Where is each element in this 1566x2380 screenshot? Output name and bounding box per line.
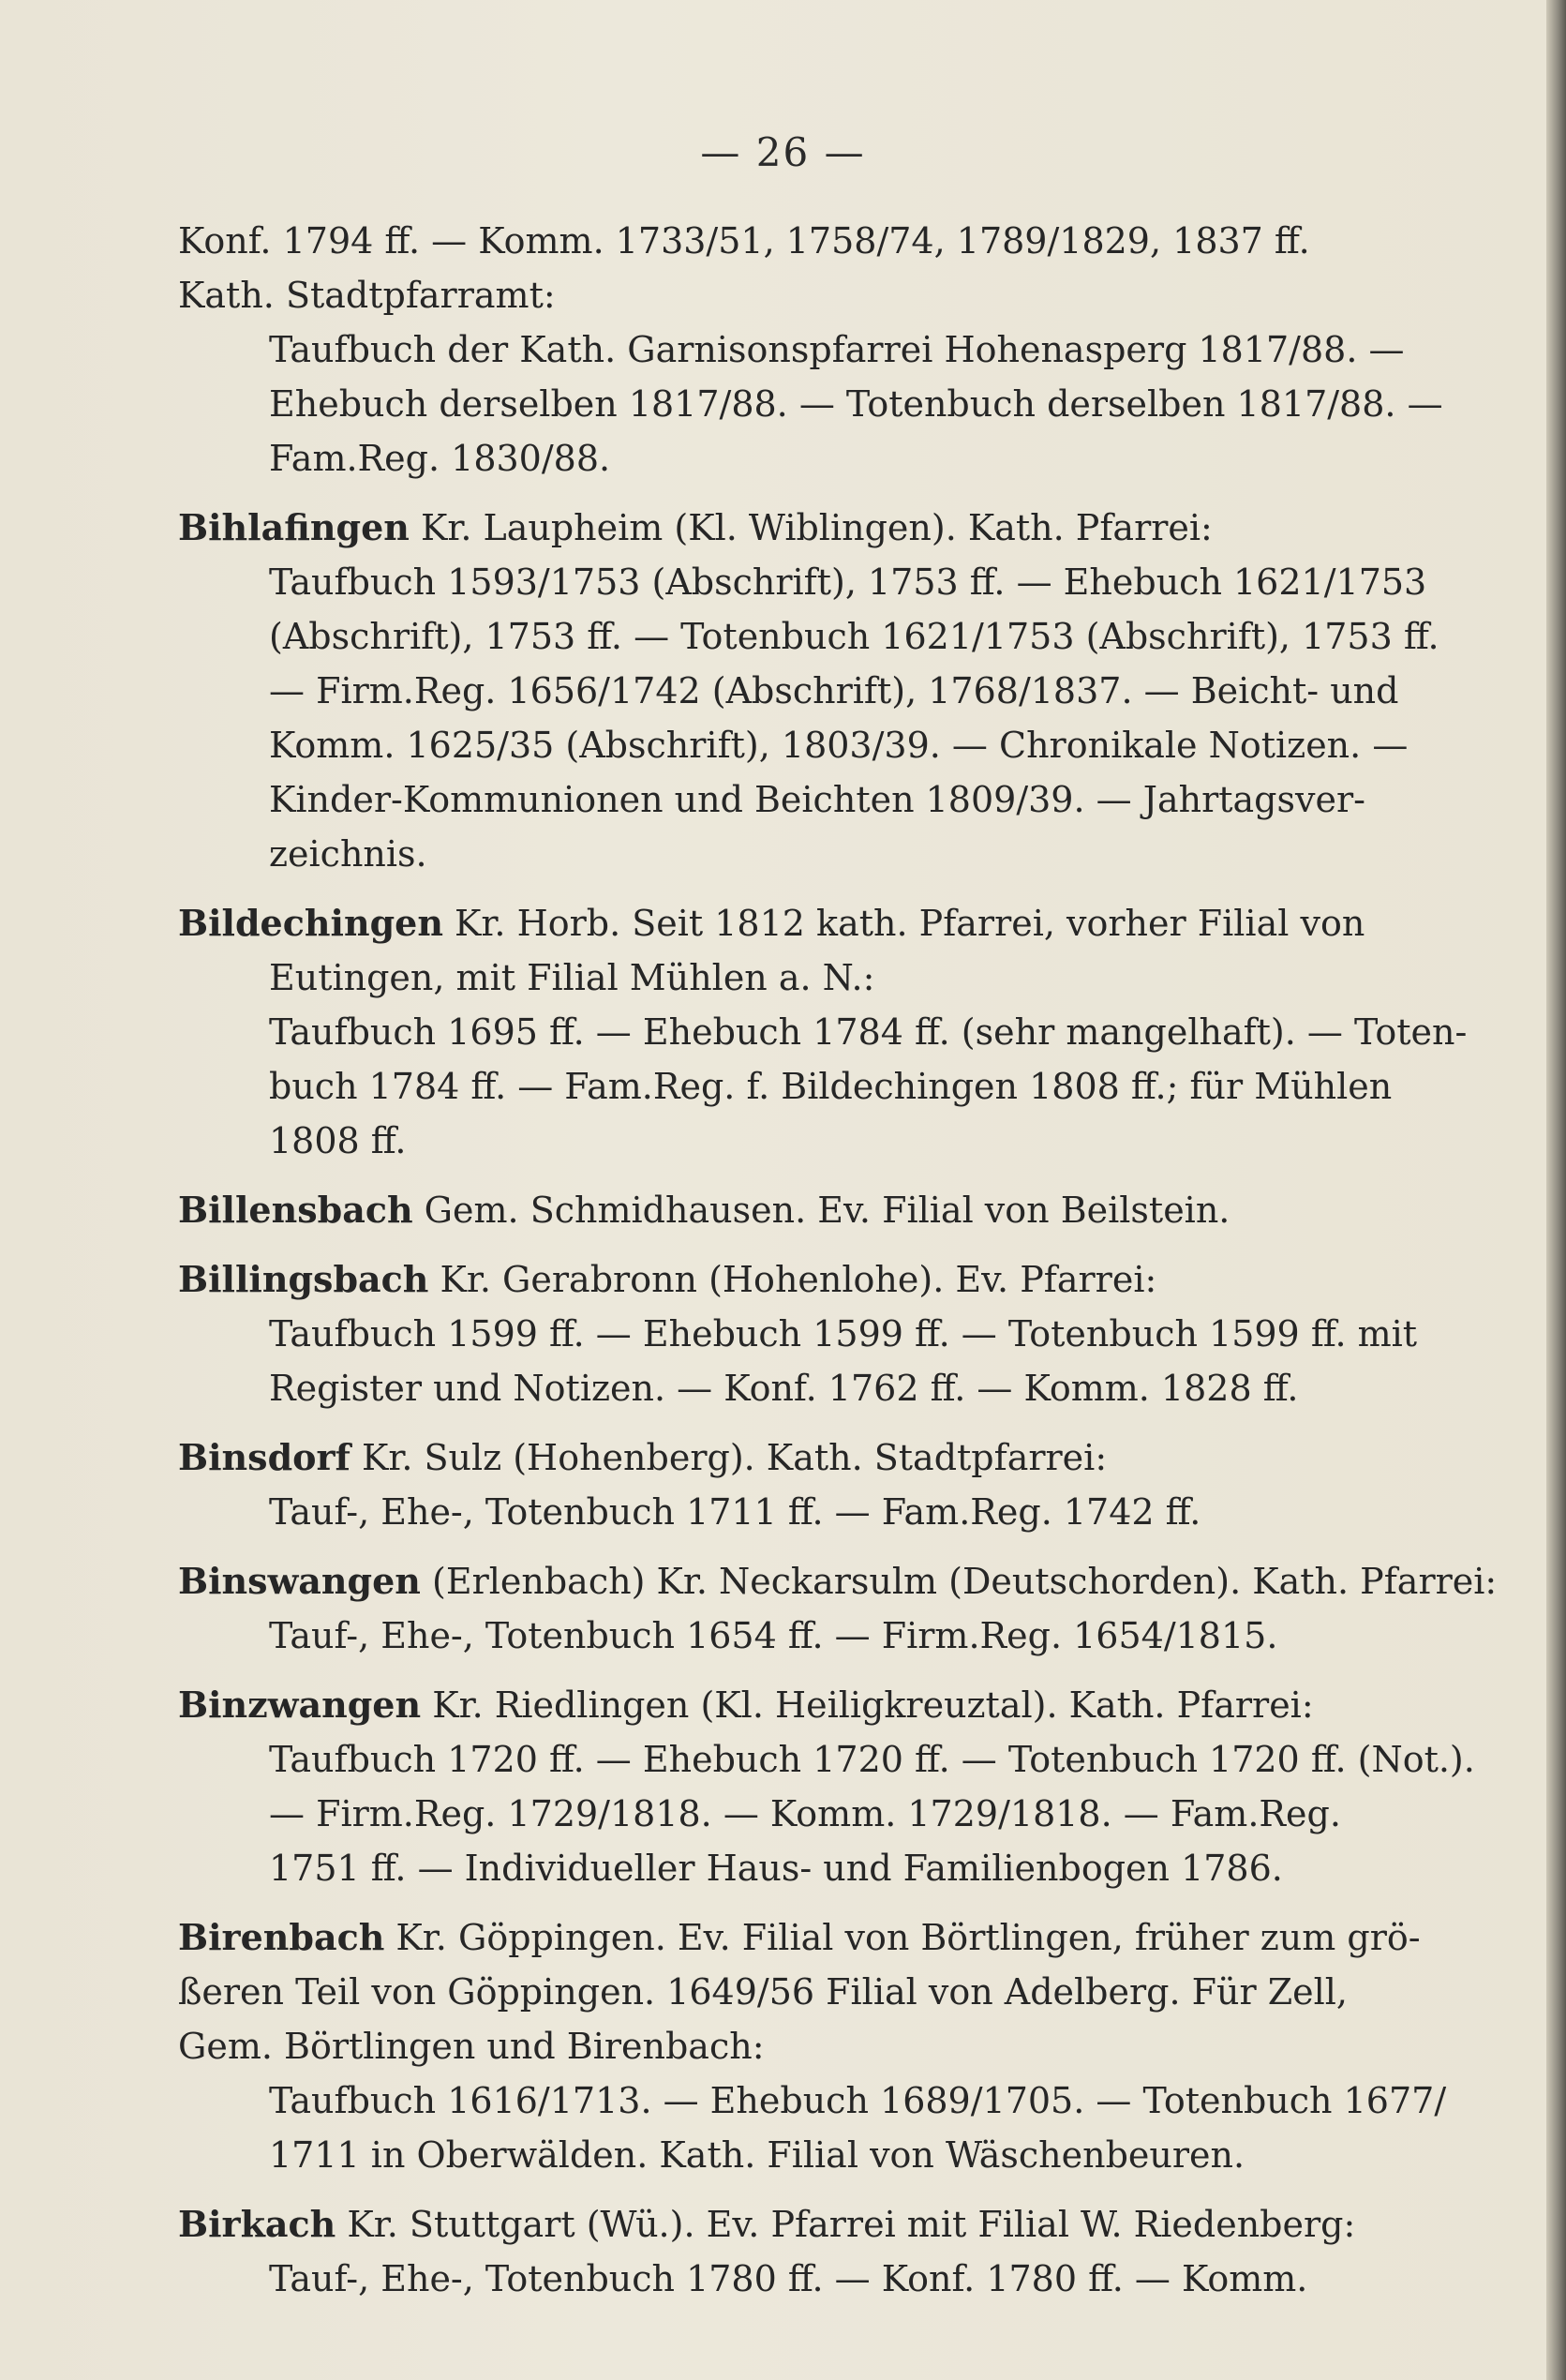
entry-line [178,1183,1415,1237]
entry-text: Tauf-, Ehe-, Totenbuch 1711 ff. — Fam.Reg. 1742 ff. [269,1491,1201,1533]
entry-text: Ehebuch derselben 1817/88. — Totenbuch derselben 1817/88. — [269,383,1443,425]
entry-text: Kr. Göppingen. Ev. Filial von Börtlingen, früher zum grö- [384,1917,1421,1958]
entry-text: 1711 in Oberwälden. Kath. Filial von Wäschenbeuren. [269,2134,1245,2176]
page-edge [1546,0,1566,2380]
entry-text: Kr. Laupheim (Kl. Wiblingen). Kath. Pfarrei: [409,507,1213,548]
place-name: Binsdorf [178,1436,350,1478]
register-entry [178,1183,1415,1237]
entry-line [178,2197,1415,2252]
entry-text: Tauf-, Ehe-, Totenbuch 1780 ff. — Konf. 1780 ff. — Komm. [269,2258,1308,2299]
register-text [178,214,1498,2306]
entry-line [178,268,1415,322]
entry-text: Kr. Sulz (Hohenberg). Kath. Stadtpfarrei: [350,1437,1108,1478]
entry-text: 1808 ff. [269,1120,407,1161]
register-entry [178,1430,1415,1539]
entry-text: Kinder-Kommunionen und Beichten 1809/39. — Jahrtagsver- [269,779,1365,820]
entry-line [178,1485,1415,1539]
entry-text: Kr. Gerabronn (Hohenlohe). Ev. Pfarrei: [428,1259,1157,1300]
entry-text: buch 1784 ff. — Fam.Reg. f. Bildechingen 1808 ff.; für Mühlen [269,1066,1393,1107]
entry-line [178,718,1415,772]
entry-line [178,1787,1415,1841]
entry-text: Register und Notizen. — Konf. 1762 ff. — Komm. 1828 ff. [269,1368,1299,1409]
entry-text: Gem. Börtlingen und Birenbach: [178,2026,765,2067]
entry-line [178,555,1427,609]
entry-line [178,1059,1415,1114]
entry-text: Gem. Schmidhausen. Ev. Filial von Beilstein. [412,1190,1230,1231]
entry-text: Taufbuch 1616/1713. — Ehebuch 1689/1705. — Totenbuch 1677/ [269,2080,1447,2121]
entry-text: Fam.Reg. 1830/88. [269,438,611,479]
place-name: Birenbach [178,1916,385,1958]
entry-line [178,214,1415,268]
entry-line [178,1005,1468,1059]
page-number: — 26 — [700,129,866,175]
entry-line [178,664,1415,718]
entry-text: Kr. Horb. Seit 1812 kath. Pfarrei, vorher Filial von [442,903,1365,944]
entry-line [178,1252,1415,1307]
register-entry [178,1910,1447,2182]
entry-text: — Firm.Reg. 1656/1742 (Abschrift), 1768/1837. — Beicht- und [269,670,1399,711]
entry-line [178,431,1415,486]
entry-line [178,1361,1415,1415]
register-entry [178,501,1439,881]
entry-line [178,772,1415,827]
entry-line [178,609,1439,664]
entry-text: 1751 ff. — Individueller Haus- und Familienbogen 1786. [269,1848,1283,1889]
register-entry [178,1554,1498,1663]
entry-line [178,827,1415,881]
entry-line [178,1114,1415,1168]
place-name: Billingsbach [178,1258,429,1300]
register-entry [178,896,1468,1168]
place-name: Billensbach [178,1189,413,1231]
register-entry [178,1252,1418,1415]
entry-line [178,2019,1415,2073]
entry-line [178,896,1415,951]
entry-line [178,377,1443,431]
entry-line [178,1307,1418,1361]
entry-line [178,2073,1447,2128]
entry-text: Taufbuch 1593/1753 (Abschrift), 1753 ff. — Ehebuch 1621/1753 [269,561,1427,603]
entry-line [178,1678,1415,1732]
entry-line [178,322,1415,377]
entry-text: Eutingen, mit Filial Mühlen a. N.: [269,957,875,998]
entry-line [178,1841,1415,1895]
entry-line [178,1430,1415,1485]
entry-line [178,501,1415,555]
place-name: Bihlafingen [178,506,410,548]
entry-text: — Firm.Reg. 1729/1818. — Komm. 1729/1818. — Fam.Reg. [269,1793,1341,1834]
entry-text: Komm. 1625/35 (Abschrift), 1803/39. — Chronikale Notizen. — [269,725,1409,766]
place-name: Birkach [178,2203,336,2245]
place-name: Binzwangen [178,1684,422,1726]
entry-text: Taufbuch 1599 ff. — Ehebuch 1599 ff. — Totenbuch 1599 ff. mit [269,1313,1418,1355]
entry-line [178,2128,1415,2182]
entry-text: (Erlenbach) Kr. Neckarsulm (Deutschorden). Kath. Pfarrei: [420,1561,1498,1602]
entry-text: zeichnis. [269,833,427,875]
entry-text: Kr. Stuttgart (Wü.). Ev. Pfarrei mit Filial W. Riedenberg: [336,2204,1356,2245]
entry-text: (Abschrift), 1753 ff. — Totenbuch 1621/1753 (Abschrift), 1753 ff. [269,616,1439,657]
entry-text: Kr. Riedlingen (Kl. Heiligkreuztal). Kath. Pfarrei: [421,1684,1314,1726]
register-entry [178,1678,1475,1895]
entry-line [178,1554,1498,1609]
entry-line [178,2252,1415,2306]
entry-line [178,1732,1475,1787]
entry-text: Taufbuch der Kath. Garnisonspfarrei Hohenasperg 1817/88. — [269,329,1405,370]
entry-text: Konf. 1794 ff. — Komm. 1733/51, 1758/74, 1789/1829, 1837 ff. [178,220,1310,262]
place-name: Bildechingen [178,902,443,944]
entry-line [178,1910,1421,1965]
entry-text: Kath. Stadtpfarramt: [178,275,556,316]
entry-line [178,1965,1415,2019]
entry-text: Taufbuch 1720 ff. — Ehebuch 1720 ff. — Totenbuch 1720 ff. (Not.). [269,1739,1475,1780]
entry-text: Tauf-, Ehe-, Totenbuch 1654 ff. — Firm.Reg. 1654/1815. [269,1615,1278,1656]
place-name: Binswangen [178,1560,421,1602]
entry-text: ßeren Teil von Göppingen. 1649/56 Filial von Adelberg. Für Zell, [178,1971,1348,2013]
register-entry [178,2197,1415,2306]
entry-line [178,951,1415,1005]
entry-text: Taufbuch 1695 ff. — Ehebuch 1784 ff. (sehr mangelhaft). — Toten- [269,1011,1468,1053]
register-entry [178,214,1443,486]
entry-line [178,1609,1415,1663]
